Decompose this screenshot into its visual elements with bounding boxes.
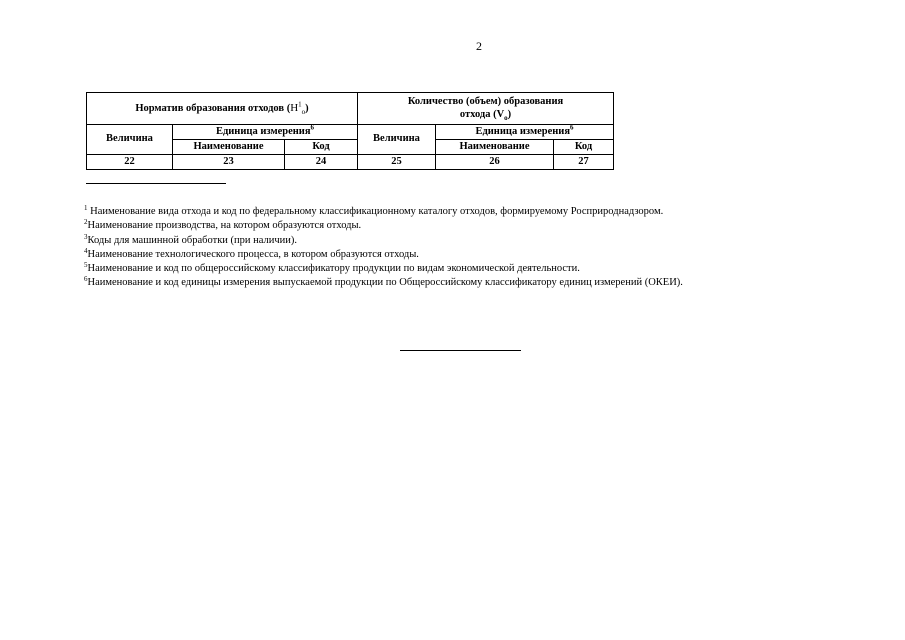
quantity-symbol-sub: о: [504, 113, 508, 122]
footnote-mark: 3: [84, 232, 88, 241]
footnote-item: [84, 276, 884, 290]
header-quantity-unit: [436, 125, 614, 140]
footnote-text: Наименование вида отхода и код по федеральному классификационному каталогу отходов, формируемому Росприроднадзором.: [87, 206, 664, 217]
header-norm-unit-code: Код: [285, 140, 358, 155]
footnote-mark: 5: [84, 261, 88, 270]
footnote-item: [84, 248, 884, 262]
waste-norms-table: [86, 92, 614, 170]
header-waste-quantity-line2: отхода (V: [459, 108, 505, 120]
footnote-text: Наименование производства, на котором образуются отходы.: [87, 220, 362, 232]
end-of-document-line: [400, 350, 521, 351]
footnote-mark: 1: [84, 204, 88, 212]
footnote-item: [84, 262, 884, 276]
table-row-column-numbers: [87, 155, 614, 170]
column-number-cell: 23: [173, 155, 285, 170]
header-waste-norm-label: Норматив образования отходов (: [135, 102, 291, 114]
header-quantity-value: Величина: [358, 125, 436, 155]
column-number-cell: 27: [554, 155, 614, 170]
footnote-item: [84, 205, 884, 219]
column-number-cell: 22: [87, 155, 173, 170]
footnotes: [84, 205, 884, 291]
header-norm-unit: [173, 125, 358, 140]
column-number-cell: 26: [436, 155, 554, 170]
footnote-text: Наименование и код по общероссийскому классификатору продукции по видам экономической деятельности.: [87, 263, 580, 275]
footnote-mark: 2: [84, 218, 88, 227]
table-header-row-columns: [87, 125, 614, 140]
header-norm-value: Величина: [87, 125, 173, 155]
norm-symbol-sub: о: [301, 108, 306, 117]
footnote-mark: 6: [84, 275, 88, 284]
footnote-text: Коды для машинной обработки (при наличии).: [87, 234, 298, 246]
header-quantity-unit-label: Единица измерения: [475, 125, 571, 137]
footnote-mark: 4: [84, 246, 88, 255]
header-quantity-unit-name: Наименование: [436, 140, 554, 155]
header-waste-quantity: [358, 93, 614, 125]
header-quantity-unit-note: 6: [570, 123, 574, 132]
page-number: 2: [476, 39, 482, 53]
header-waste-norm: [87, 93, 358, 125]
footnote-item: [84, 219, 884, 233]
header-norm-unit-name: Наименование: [173, 140, 285, 155]
header-waste-norm-close: ): [305, 102, 309, 114]
footnote-text: Наименование и код единицы измерения выпускаемой продукции по Общероссийскому классификатору единиц измерений (ОКЕИ).: [87, 277, 683, 289]
norm-symbol: [290, 100, 306, 117]
column-number-cell: 24: [285, 155, 358, 170]
norm-symbol-sup: 1: [298, 100, 302, 109]
table-header-row-groups: [87, 93, 614, 125]
footnote-text: Наименование технологического процесса, в котором образуются отходы.: [87, 248, 419, 260]
column-number-cell: 25: [358, 155, 436, 170]
footnote-separator: [86, 183, 226, 184]
footnote-item: [84, 234, 884, 248]
header-quantity-unit-code: Код: [554, 140, 614, 155]
norm-symbol-base: Н: [290, 101, 299, 114]
header-norm-unit-note: 6: [310, 123, 315, 132]
header-waste-quantity-close: ): [507, 108, 512, 120]
header-norm-unit-label: Единица измерения: [215, 125, 311, 137]
header-waste-quantity-line1: Количество (объем) образования: [407, 96, 564, 108]
